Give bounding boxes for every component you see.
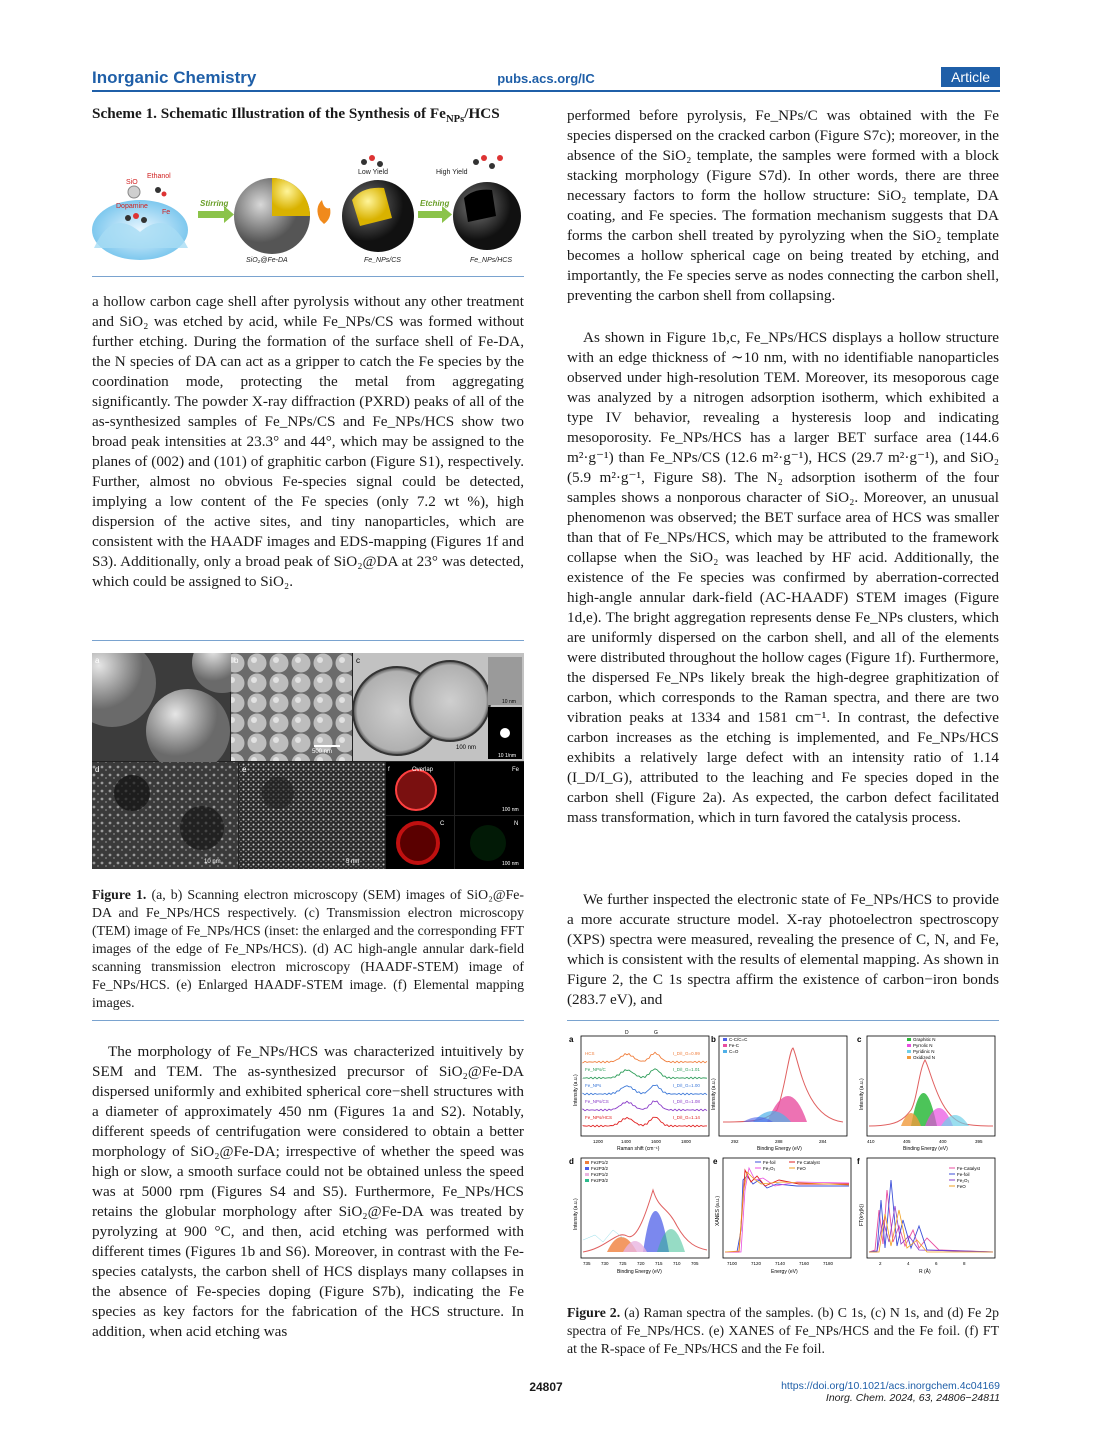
- svg-text:1800: 1800: [681, 1139, 692, 1144]
- panel-b: [231, 653, 352, 761]
- svg-text:Stirring: Stirring: [200, 199, 229, 208]
- svg-text:FT(k³χ(k)): FT(k³χ(k)): [859, 1203, 865, 1226]
- svg-text:Oxidized N: Oxidized N: [913, 1055, 936, 1060]
- svg-text:SiO: SiO: [126, 179, 138, 186]
- svg-text:C: C: [440, 821, 445, 827]
- figure-2-caption: Figure 2. (a) Raman spectra of the samples. (b) C 1s, (c) N 1s, and (d) Fe 2p spectra of Fe_NPs/HCS. (e) XANES of Fe_NPs/HCS and the Fe foil. (f) FT at the R-space of Fe_NPs/HCS and the Fe foil.: [567, 1305, 999, 1356]
- svg-text:725: 725: [619, 1261, 627, 1266]
- svg-text:735: 735: [583, 1261, 591, 1266]
- svg-text:Intensity (a.u.): Intensity (a.u.): [859, 1078, 865, 1110]
- svg-text:1600: 1600: [651, 1139, 662, 1144]
- svg-text:Etching: Etching: [420, 199, 450, 208]
- svg-text:705: 705: [691, 1261, 699, 1266]
- svg-text:d: d: [95, 765, 100, 774]
- svg-text:Intensity (a.u.): Intensity (a.u.): [573, 1074, 579, 1106]
- svg-text:8: 8: [963, 1261, 966, 1266]
- svg-text:Ethanol: Ethanol: [147, 173, 171, 180]
- svg-text:D: D: [625, 1030, 629, 1036]
- svg-text:Fe-C: Fe-C: [729, 1043, 739, 1048]
- svg-text:Fe₂O₃: Fe₂O₃: [763, 1166, 776, 1171]
- svg-text:7160: 7160: [799, 1261, 810, 1266]
- svg-text:b: b: [234, 656, 239, 665]
- raman-series-name-4: Fe_NPs/HCS: [585, 1115, 613, 1120]
- page-number: 24807: [529, 1380, 563, 1394]
- raman-ratio-0: I_D/I_G=0.99: [673, 1051, 700, 1056]
- figure-2-chart: [567, 1030, 999, 1278]
- svg-text:f: f: [857, 1157, 860, 1166]
- scheme-illustration: [92, 148, 524, 268]
- svg-text:715: 715: [655, 1261, 663, 1266]
- doi-link[interactable]: https://doi.org/10.1021/acs.inorgchem.4c04169: [781, 1380, 1000, 1392]
- svg-text:Fe: Fe: [512, 767, 520, 773]
- svg-text:c: c: [857, 1035, 862, 1044]
- left-paragraph-2: The morphology of Fe_NPs/HCS was characterized intuitively by SEM and TEM. The as-synthesized precursor of SiO₂@Fe-DA dispersed uniformly and exhibited spherical core−shell structures with a diameter of approximately 450 nm (Figures 1a and S2). Notably, different speeds of centrifugation were considered to obtain a better morphology of SiO₂@Fe-DA; irrespective of whether the speed was high or slow, a smooth surface could not be obtained unless the speed was at 5000 rpm (Figures S4 and S5). Furthermore, Fe_NPs/HCS retains the globular morphology after SiO₂@Fe-DA was treated by pyrolyzing at 900 °C, and then, acid etching was performed with different times (Figures 1b and S6). Moreover, in contrast with the Fe-species catalysts, the carbon shell of HCS displays many collapses in the absence of Fe-species doping (Figure S7b), indicating the Fe species as key factors for the fabrication of the HCS structure. In addition, when acid etching was: [92, 1043, 524, 1340]
- svg-text:FeO: FeO: [797, 1166, 806, 1171]
- svg-text:5 nm: 5 nm: [346, 859, 360, 865]
- raman-ratio-3: I_D/I_G=1.08: [673, 1099, 700, 1104]
- svg-text:292: 292: [731, 1139, 739, 1144]
- svg-text:500 nm: 500 nm: [312, 749, 333, 755]
- svg-text:Raman shift (cm⁻¹): Raman shift (cm⁻¹): [617, 1146, 660, 1152]
- figure-1-image: [92, 653, 524, 869]
- svg-text:Intensity (a.u.): Intensity (a.u.): [573, 1198, 579, 1230]
- svg-text:N: N: [514, 821, 519, 827]
- svg-text:7140: 7140: [775, 1261, 786, 1266]
- svg-text:b: b: [711, 1035, 716, 1044]
- svg-text:410: 410: [867, 1139, 875, 1144]
- raman-series-name-3: Fe_NPs/CS: [585, 1099, 609, 1104]
- svg-text:a: a: [569, 1035, 574, 1044]
- svg-text:100 nm: 100 nm: [456, 745, 477, 751]
- svg-text:Binding Energy (eV): Binding Energy (eV): [617, 1269, 662, 1275]
- scheme-title: Scheme 1. Schematic Illustration of the Synthesis of $Fe_{NPs}$/HCS: [92, 105, 500, 126]
- svg-text:Binding Energy (eV): Binding Energy (eV): [757, 1146, 802, 1152]
- svg-text:400: 400: [939, 1139, 947, 1144]
- right-paragraph-1: performed before pyrolysis, Fe_NPs/C was obtained with the Fe species dispersed on the cracked carbon (Figure S7c); moreover, in the absence of the SiO₂ template, the samples were formed with a block stacking morphology (Figure S7d). In other words, there are three necessary factors to form the hollow structure: SiO₂ template, DA coating, and Fe species. The formation mechanism suggests that DA forms the carbon shell treated by pyrolyzing when the SiO₂ template becomes a hollow spherical cage on being treated by etching, and importantly, the Fe species serve as nodes connecting the carbon shell, preventing the carbon shell from collapsing.: [567, 107, 999, 304]
- journal-name[interactable]: Inorganic Chemistry: [92, 68, 257, 87]
- right-paragraph-3: We further inspected the electronic state of Fe_NPs/HCS to provide a more accurate structure model. X-ray photoelectron spectroscopy (XPS) spectra were measured, revealing the presence of C, N, and Fe, which is consistent with the results of elemental mapping. As shown in Figure 2, the C 1s spectra affirm the existence of carbon−iron bonds (283.7 eV), and: [567, 891, 999, 1008]
- svg-text:Fe2P3/2: Fe2P3/2: [591, 1166, 609, 1171]
- svg-text:10 nm: 10 nm: [502, 699, 516, 705]
- svg-text:Fe2P1/2: Fe2P1/2: [591, 1172, 609, 1177]
- citation: Inorg. Chem. 2024, 63, 24806−24811: [825, 1392, 1000, 1404]
- panel-e: [239, 762, 385, 869]
- svg-text:7180: 7180: [823, 1261, 834, 1266]
- svg-text:a: a: [95, 656, 100, 665]
- svg-text:405: 405: [903, 1139, 911, 1144]
- article-type-badge: Article: [941, 67, 1000, 87]
- raman-ratio-2: I_D/I_G=1.00: [673, 1083, 700, 1088]
- svg-text:2: 2: [879, 1261, 882, 1266]
- svg-text:Fe: Fe: [162, 209, 171, 216]
- svg-text:Intensity (a.u.): Intensity (a.u.): [711, 1078, 717, 1110]
- svg-text:710: 710: [673, 1261, 681, 1266]
- svg-text:288: 288: [775, 1139, 783, 1144]
- svg-text:e: e: [242, 765, 247, 774]
- svg-text:7120: 7120: [751, 1261, 762, 1266]
- stirring-arrow: [198, 211, 224, 218]
- page-header: [92, 68, 1000, 92]
- raman-series-name-1: Fe_NPs/C: [585, 1067, 606, 1072]
- svg-text:Low Yield: Low Yield: [358, 169, 388, 176]
- svg-text:100 nm: 100 nm: [502, 861, 519, 867]
- scheme-svg: [92, 148, 524, 268]
- flame-icon: [317, 200, 330, 224]
- raman-ratio-1: I_D/I_G=1.01: [673, 1067, 700, 1072]
- svg-text:Fe2P3/2: Fe2P3/2: [591, 1178, 609, 1183]
- raman-series-name-2: Fe_NPs: [585, 1083, 602, 1088]
- svg-text:1200: 1200: [593, 1139, 604, 1144]
- svg-text:FeO: FeO: [957, 1184, 966, 1189]
- raman-ratio-4: I_D/I_G=1.14: [673, 1115, 700, 1120]
- scheme-rule: [92, 276, 524, 277]
- svg-text:100 nm: 100 nm: [502, 807, 519, 813]
- svg-text:C-C/C=C: C-C/C=C: [729, 1037, 748, 1042]
- svg-text:Pyridinic N: Pyridinic N: [913, 1049, 935, 1054]
- svg-text:e: e: [713, 1157, 718, 1166]
- svg-text:d: d: [569, 1157, 574, 1166]
- svg-text:4: 4: [907, 1261, 910, 1266]
- figure2-top-rule: [567, 1020, 999, 1021]
- svg-text:284: 284: [819, 1139, 827, 1144]
- svg-text:Dopamine: Dopamine: [116, 203, 148, 210]
- svg-text:Graphitic N: Graphitic N: [913, 1037, 936, 1042]
- svg-text:Fe2P1/2: Fe2P1/2: [591, 1160, 609, 1165]
- figure1-bottom-rule: [92, 1020, 524, 1021]
- svg-text:730: 730: [601, 1261, 609, 1266]
- left-paragraph-1: a hollow carbon cage shell after pyrolysis without any other treatment and SiO₂ was etched by acid, while Fe_NPs/CS was formed without further etching. During the formation of the surface shell of Fe-DA, the N species of DA can act as a gripper to catch the Fe species by the coordination mode, protecting the metal from aggregating significantly. The powder X-ray diffraction (PXRD) peaks of all of the as-synthesized samples of Fe_NPs/CS and Fe_NPs/HCS show two broad peak intensities at 23.3° and 44°, which may be assigned to the planes of (002) and (101) of graphitic carbon (Figure S1), respectively. Further, almost no obvious Fe-species signal could be detected, implying a low content of the Fe species (only 7.2 wt %), high dispersion of the active sites, and tiny nanoparticles, which are consistent with the HAADF images and EDS-mapping (Figures 1f and S3). Additionally, only a broad peak of SiO₂@DA at 23° was detected, which could be assigned to SiO₂.: [92, 293, 524, 590]
- svg-text:7100: 7100: [727, 1261, 738, 1266]
- svg-text:XANES (a.u.): XANES (a.u.): [715, 1195, 721, 1226]
- svg-text:c: c: [356, 656, 360, 665]
- svg-text:720: 720: [637, 1261, 645, 1266]
- right-paragraph-2: As shown in Figure 1b,c, Fe_NPs/HCS displays a hollow structure with an edge thickness of ∼10 nm, with no identifiable nanoparticles observed under high-resolution TEM. Moreover, its mesoporous cage was analyzed by a nitrogen adsorption isotherm, which exhibited a type IV behavior, revealing a hysteresis loop and indicating mesoporosity. Fe_NPs/HCS has a larger BET surface area (144.6 m²·g⁻¹) than Fe_NPs/CS (12.6 m²·g⁻¹), HCS (29.7 m²·g⁻¹), and SiO₂ (5.9 m²·g⁻¹, Figure S8). The N₂ adsorption isotherm of the four samples shows a nonporous character of SiO₂. Moreover, an unusual phenomenon was observed; the BET surface area of HCS was smaller than that of Fe_NPs/HCS, which may be attributed to the framework collapse when the SiO₂ was leached by HF acid. Additionally, the existence of the Fe species was confirmed by aberration-corrected high-angle annular dark-field (AC-HAADF) STEM images (Figure 1d,e). The bright aggregation represents dense Fe_NPs clusters, which are uniformly dispersed on the carbon shell, and all of the elements were distributed throughout the hollow cages (Figure 1f). Furthermore, the dispersed Fe_NPs likely break the high-degree graphitization of carbon, which corresponds to the Raman spectra, and there are two vibration peaks at 1334 and 1581 cm⁻¹. In contrast, the defective carbon increases as the etching is implemented, and Fe_NPs/HCS exhibits a relatively large defect with an intensity ratio of 1.14 (I_D/I_G), attributed to the leaching and Fe species doped in the carbon shell (Figure 2a). As expected, the carbon defect facilitated mass transformation, which in turn favored the catalysis process.: [567, 329, 999, 826]
- svg-text:Fe-foil: Fe-foil: [957, 1172, 970, 1177]
- svg-text:f: f: [388, 767, 390, 773]
- svg-text:Fe Catalyst: Fe Catalyst: [797, 1160, 820, 1165]
- svg-text:C=O: C=O: [729, 1049, 739, 1054]
- svg-text:R (Å): R (Å): [919, 1269, 931, 1275]
- svg-text:1400: 1400: [621, 1139, 632, 1144]
- svg-text:Binding Energy (eV): Binding Energy (eV): [903, 1146, 948, 1152]
- etching-arrow: [418, 211, 442, 218]
- fig2-panel-f-frame: [867, 1158, 995, 1258]
- svg-text:Fe-foil: Fe-foil: [763, 1160, 776, 1165]
- svg-text:10 nm: 10 nm: [204, 859, 221, 865]
- raman-series-name-0: HCS: [585, 1051, 595, 1056]
- svg-text:High Yield: High Yield: [436, 169, 468, 176]
- figure-1-caption: Figure 1. (a, b) Scanning electron microscopy (SEM) images of SiO₂@Fe-DA and Fe_NPs/HCS respectively. (c) Transmission electron microscopy (TEM) image of Fe_NPs/HCS (inset: the enlarged and the corresponding FFT images of the edge of Fe_NPs/HCS). (d) AC high-angle annular dark-field scanning transmission electron microscopy (HAADF-STEM) image of Fe_NPs/HCS. (e) Enlarged HAADF-STEM image. (f) Elemental mapping images.: [92, 887, 524, 1010]
- svg-text:6: 6: [935, 1261, 938, 1266]
- svg-text:Energy (eV): Energy (eV): [771, 1269, 798, 1275]
- svg-text:Fe_NPs/HCS: Fe_NPs/HCS: [470, 257, 513, 264]
- svg-text:Overlap: Overlap: [412, 767, 434, 773]
- journal-url[interactable]: pubs.acs.org/IC: [497, 71, 595, 86]
- svg-text:Fe-Catalyst: Fe-Catalyst: [957, 1166, 981, 1171]
- svg-text:SiO₂@Fe-DA: SiO₂@Fe-DA: [246, 257, 288, 264]
- svg-text:Fe_NPs/CS: Fe_NPs/CS: [364, 257, 401, 264]
- figure1-top-rule: [92, 640, 524, 641]
- svg-text:10 1/nm: 10 1/nm: [498, 753, 517, 759]
- svg-text:Pyrrolic N: Pyrrolic N: [913, 1043, 933, 1048]
- svg-text:Fe₂O₃: Fe₂O₃: [957, 1178, 970, 1183]
- svg-text:395: 395: [975, 1139, 983, 1144]
- svg-text:G: G: [654, 1030, 658, 1036]
